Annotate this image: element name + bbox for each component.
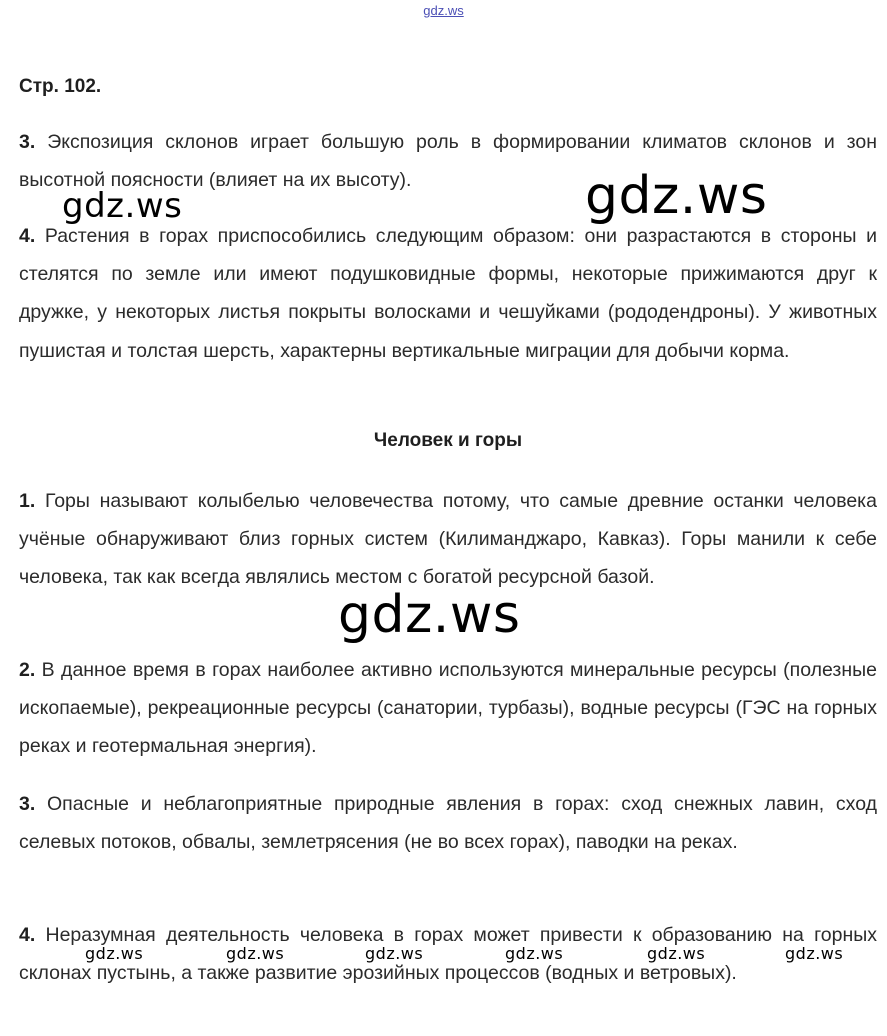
watermark-small: gdz.ws bbox=[505, 944, 564, 963]
answer-number: 3. bbox=[19, 793, 36, 815]
watermark-center: gdz.ws bbox=[338, 585, 521, 645]
answer-text: Экспозиция склонов играет большую роль в формировании климатов склонов и зон высотной поясности (влияет на их высоту). bbox=[19, 131, 877, 192]
answer-text: Опасные и неблагоприятные природные явления в горах: сход снежных лавин, сход селевых потоков, обвалы, землетрясения (не во всех горах), паводки на реках. bbox=[19, 793, 877, 854]
watermark-small: gdz.ws bbox=[647, 944, 706, 963]
answer-number: 4. bbox=[19, 924, 36, 946]
answer-text: В данное время в горах наиболее активно используются минеральные ресурсы (полезные ископаемые), рекреационные ресурсы (санатории, турбазы), водные ресурсы (ГЭС на горных реках и геотермальная энергия). bbox=[19, 659, 877, 758]
section-heading: Человек и горы bbox=[373, 430, 523, 451]
answer-paragraph-3b bbox=[19, 785, 877, 861]
answer-number: 4. bbox=[19, 225, 36, 247]
answer-paragraph-1 bbox=[19, 482, 877, 597]
page-number-label: Стр. 102. bbox=[19, 76, 102, 97]
answer-number: 1. bbox=[19, 490, 36, 512]
answer-paragraph-2 bbox=[19, 651, 877, 766]
answer-number: 3. bbox=[19, 131, 36, 153]
watermark-large: gdz.ws bbox=[585, 166, 768, 226]
answer-number: 2. bbox=[19, 659, 36, 681]
top-watermark-link[interactable]: gdz.ws bbox=[423, 3, 464, 18]
answer-text: Растения в горах приспособились следующим образом: они разрастаются в стороны и стелятся по земле или имеют подушковидные формы, некоторые прижимаются друг к дружке, у некоторых листья покрыты волосками и чешуйками (рододендроны). У животных пушистая и толстая шерсть, характерны вертикальные миграции для добычи корма. bbox=[19, 225, 877, 362]
answer-paragraph-4b bbox=[19, 916, 877, 992]
watermark-small: gdz.ws bbox=[85, 944, 144, 963]
watermark-small: gdz.ws bbox=[785, 944, 844, 963]
answer-text: Горы называют колыбелью человечества потому, что самые древние останки человека учёные обнаруживают близ горных систем (Килиманджаро, Кавказ). Горы манили к себе человека, так как всегда являлись местом с богатой ресурсной базой. bbox=[19, 490, 877, 589]
watermark-small: gdz.ws bbox=[226, 944, 285, 963]
watermark-medium: gdz.ws bbox=[62, 186, 183, 226]
answer-text: Неразумная деятельность человека в горах может привести к образованию на горных склонах пустынь, а также развитие эрозийных процессов (водных и ветровых). bbox=[19, 924, 877, 985]
watermark-small: gdz.ws bbox=[365, 944, 424, 963]
answer-paragraph-4 bbox=[19, 217, 877, 370]
